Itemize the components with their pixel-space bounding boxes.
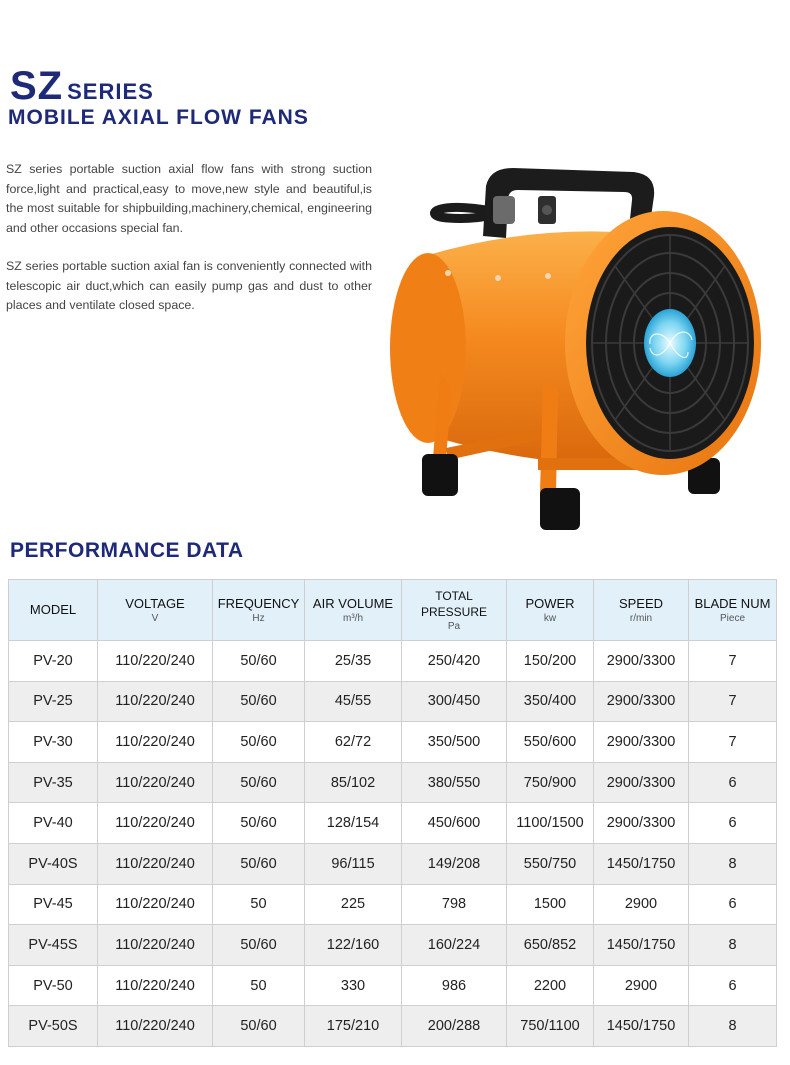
- cell-frequency: 50/60: [213, 641, 305, 682]
- cell-blade-num: 8: [689, 925, 777, 966]
- cell-model: PV-35: [9, 762, 98, 803]
- series-title-suffix: SERIES: [67, 79, 154, 104]
- cell-air-volume: 128/154: [305, 803, 402, 844]
- cell-voltage: 110/220/240: [98, 803, 213, 844]
- table-row: [9, 925, 777, 966]
- cell-blade-num: 8: [689, 843, 777, 884]
- cell-power: 150/200: [507, 641, 594, 682]
- cell-speed: 1450/1750: [594, 925, 689, 966]
- series-title: [10, 64, 154, 109]
- cell-voltage: 110/220/240: [98, 925, 213, 966]
- cell-blade-num: 6: [689, 884, 777, 925]
- table-row: [9, 884, 777, 925]
- cell-model: PV-20: [9, 641, 98, 682]
- cell-speed: 2900: [594, 884, 689, 925]
- cell-power: 750/1100: [507, 1006, 594, 1047]
- cell-voltage: 110/220/240: [98, 884, 213, 925]
- cell-speed: 2900/3300: [594, 722, 689, 763]
- cell-power: 2200: [507, 965, 594, 1006]
- cell-power: 350/400: [507, 681, 594, 722]
- cell-model: PV-50: [9, 965, 98, 1006]
- cell-speed: 1450/1750: [594, 1006, 689, 1047]
- cell-voltage: 110/220/240: [98, 641, 213, 682]
- cell-power: 550/600: [507, 722, 594, 763]
- header-total-pressure: TOTAL PRESSURE Pa: [402, 580, 507, 641]
- cell-power: 1100/1500: [507, 803, 594, 844]
- table-body: [9, 641, 777, 1047]
- header-speed: SPEED r/min: [594, 580, 689, 641]
- cell-voltage: 110/220/240: [98, 681, 213, 722]
- header-power: POWER kw: [507, 580, 594, 641]
- cell-blade-num: 7: [689, 722, 777, 763]
- cell-frequency: 50/60: [213, 1006, 305, 1047]
- cell-air-volume: 85/102: [305, 762, 402, 803]
- cell-blade-num: 6: [689, 803, 777, 844]
- cell-voltage: 110/220/240: [98, 762, 213, 803]
- cell-air-volume: 225: [305, 884, 402, 925]
- header-frequency: FREQUENCY Hz: [213, 580, 305, 641]
- header-model: MODEL: [9, 580, 98, 641]
- cell-frequency: 50/60: [213, 925, 305, 966]
- cell-model: PV-25: [9, 681, 98, 722]
- cell-air-volume: 175/210: [305, 1006, 402, 1047]
- cell-model: PV-30: [9, 722, 98, 763]
- description-paragraph-2: SZ series portable suction axial fan is conveniently connected with telescopic air duct,which can easily pump gas and dust to other places and ventilate closed space.: [6, 259, 372, 312]
- cell-frequency: 50: [213, 965, 305, 1006]
- cell-model: PV-40: [9, 803, 98, 844]
- cell-frequency: 50/60: [213, 843, 305, 884]
- cell-total-pressure: 350/500: [402, 722, 507, 763]
- cell-model: PV-40S: [9, 843, 98, 884]
- cell-speed: 2900/3300: [594, 681, 689, 722]
- performance-title: PERFORMANCE DATA: [10, 539, 244, 562]
- cell-air-volume: 25/35: [305, 641, 402, 682]
- series-title-main: SZ: [10, 64, 64, 108]
- orange-axial-fan-image: [378, 158, 778, 538]
- table-row: [9, 1006, 777, 1047]
- cell-blade-num: 8: [689, 1006, 777, 1047]
- table-row: [9, 681, 777, 722]
- table-row: [9, 803, 777, 844]
- cell-blade-num: 6: [689, 762, 777, 803]
- product-subtitle: MOBILE AXIAL FLOW FANS: [8, 106, 309, 129]
- cell-total-pressure: 160/224: [402, 925, 507, 966]
- cell-total-pressure: 300/450: [402, 681, 507, 722]
- cell-frequency: 50/60: [213, 803, 305, 844]
- performance-table: [8, 579, 777, 1047]
- cell-speed: 2900: [594, 965, 689, 1006]
- cell-voltage: 110/220/240: [98, 722, 213, 763]
- table-row: [9, 965, 777, 1006]
- cell-speed: 1450/1750: [594, 843, 689, 884]
- cell-frequency: 50: [213, 884, 305, 925]
- cell-frequency: 50/60: [213, 681, 305, 722]
- table-row: [9, 843, 777, 884]
- cell-blade-num: 7: [689, 641, 777, 682]
- cell-model: PV-45: [9, 884, 98, 925]
- cell-air-volume: 45/55: [305, 681, 402, 722]
- cell-power: 650/852: [507, 925, 594, 966]
- cell-power: 1500: [507, 884, 594, 925]
- table-header-row: [9, 580, 777, 641]
- cell-total-pressure: 450/600: [402, 803, 507, 844]
- table-row: [9, 722, 777, 763]
- table-row: [9, 641, 777, 682]
- cell-total-pressure: 200/288: [402, 1006, 507, 1047]
- cell-power: 550/750: [507, 843, 594, 884]
- cell-voltage: 110/220/240: [98, 1006, 213, 1047]
- cell-air-volume: 62/72: [305, 722, 402, 763]
- cell-total-pressure: 149/208: [402, 843, 507, 884]
- cell-blade-num: 7: [689, 681, 777, 722]
- header-voltage: VOLTAGE V: [98, 580, 213, 641]
- cell-air-volume: 330: [305, 965, 402, 1006]
- cell-total-pressure: 798: [402, 884, 507, 925]
- header-air-volume: AIR VOLUME m³/h: [305, 580, 402, 641]
- cell-total-pressure: 986: [402, 965, 507, 1006]
- cell-air-volume: 96/115: [305, 843, 402, 884]
- cell-frequency: 50/60: [213, 762, 305, 803]
- cell-total-pressure: 380/550: [402, 762, 507, 803]
- cell-model: PV-50S: [9, 1006, 98, 1047]
- cell-total-pressure: 250/420: [402, 641, 507, 682]
- table-row: [9, 762, 777, 803]
- cell-power: 750/900: [507, 762, 594, 803]
- cell-speed: 2900/3300: [594, 803, 689, 844]
- cell-blade-num: 6: [689, 965, 777, 1006]
- cell-frequency: 50/60: [213, 722, 305, 763]
- cell-model: PV-45S: [9, 925, 98, 966]
- header-blade-num: BLADE NUM Piece: [689, 580, 777, 641]
- cell-voltage: 110/220/240: [98, 965, 213, 1006]
- description-paragraph-1: SZ series portable suction axial flow fans with strong suction force,light and practical,easy to move,new style and beautiful,is the most suitable for shipbuilding,machinery,chemical, engineering and other occasions special fan.: [6, 162, 372, 235]
- cell-speed: 2900/3300: [594, 762, 689, 803]
- cell-speed: 2900/3300: [594, 641, 689, 682]
- cell-voltage: 110/220/240: [98, 843, 213, 884]
- cell-air-volume: 122/160: [305, 925, 402, 966]
